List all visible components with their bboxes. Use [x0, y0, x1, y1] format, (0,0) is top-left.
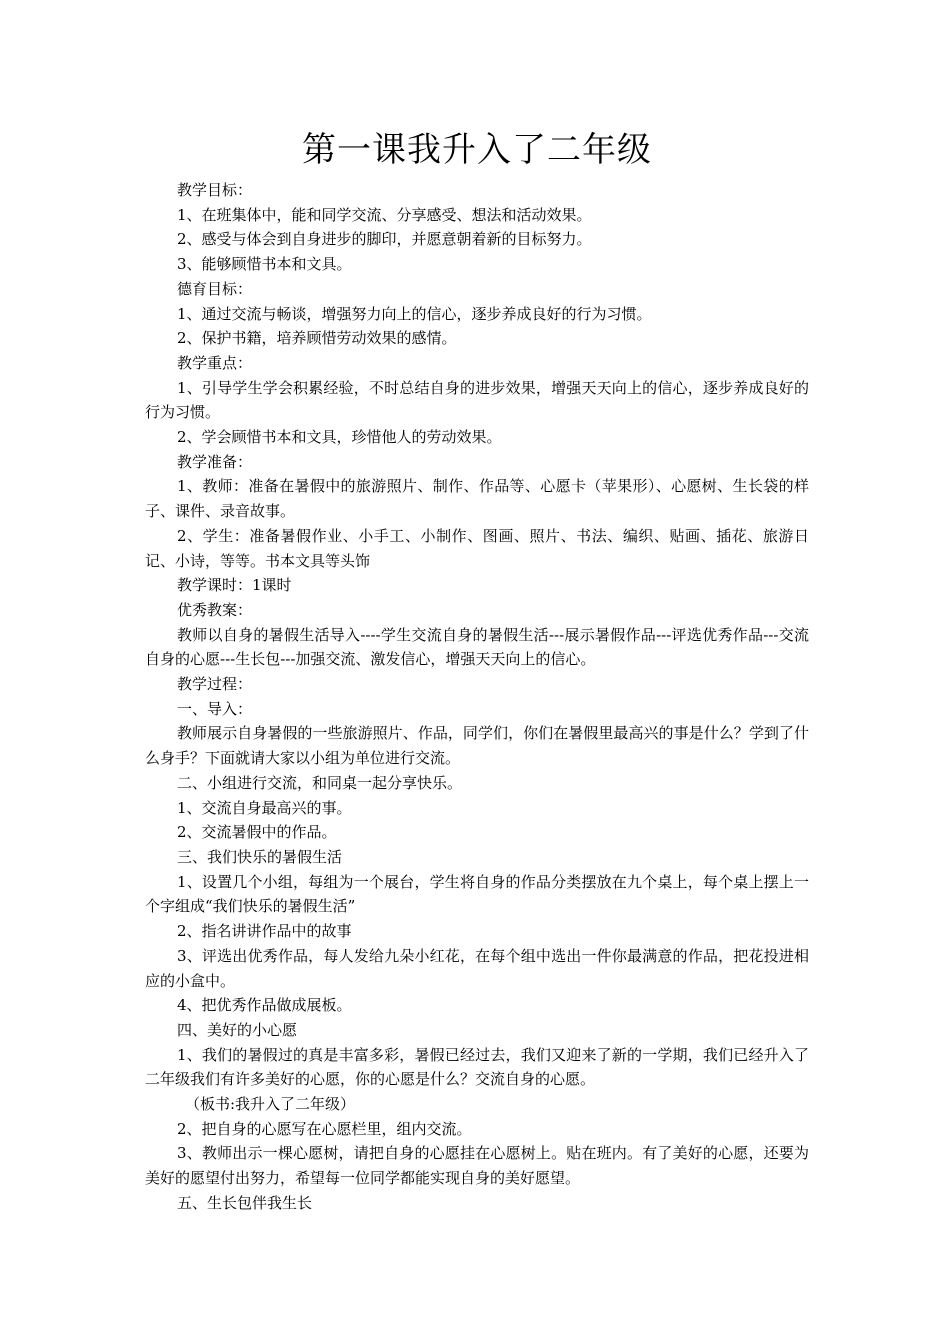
paragraph: 五、生长包伴我生长	[177, 1193, 313, 1212]
paragraph: 1、我们的暑假过的真是丰富多彩，暑假已经过去，我们又迎来了新的一学期，我们已经升入了二年级我们有许多美好的心愿，你的心愿是什么？交流自身的心愿。	[145, 1045, 809, 1089]
paragraph: 教学目标：	[177, 181, 253, 199]
paragraph: （板书:我升入了二年级）	[185, 1095, 356, 1114]
paragraph: 教学准备：	[177, 452, 253, 471]
paragraph: 2、学生：准备暑假作业、小手工、小制作、图画、照片、书法、编织、贴画、插花、旅游日记、小诗，等等。书本文具等头饰	[145, 526, 809, 570]
document-body	[145, 178, 809, 1216]
paragraph: 2、把自身的心愿写在心愿栏里，组内交流。	[177, 1119, 472, 1138]
paragraph: 2、学会顾惜书本和文具，珍惜他人的劳动效果。	[177, 428, 502, 447]
paragraph: 2、保护书籍，培养顾惜劳动效果的感情。	[177, 329, 457, 348]
paragraph: 教学过程：	[177, 675, 253, 694]
paragraph: 1、设置几个小组，每组为一个展台，学生将自身的作品分类摆放在九个桌上，每个桌上摆上一个字组成“我们快乐的暑假生活”	[145, 872, 809, 916]
document-page	[145, 126, 809, 1216]
paragraph: 一、导入：	[177, 699, 253, 718]
paragraph: 1、在班集体中，能和同学交流、分享感受、想法和活动效果。	[177, 205, 592, 224]
paragraph: 三、我们快乐的暑假生活	[177, 847, 343, 866]
paragraph: 教学重点：	[177, 353, 253, 372]
paragraph: 德育目标：	[177, 279, 253, 298]
paragraph: 教学课时：1课时	[177, 576, 292, 595]
paragraph: 2、交流暑假中的作品。	[177, 823, 337, 842]
paragraph: 教师展示自身暑假的一些旅游照片、作品，同学们，你们在暑假里最高兴的事是什么？学到了什么身手？下面就请大家以小组为单位进行交流。	[145, 724, 809, 768]
paragraph: 2、指名讲讲作品中的故事	[177, 922, 352, 941]
paragraph: 2、感受与体会到自身进步的脚印，并愿意朝着新的目标努力。	[177, 230, 592, 249]
paragraph: 1、交流自身最高兴的事。	[177, 798, 352, 817]
paragraph: 3、能够顾惜书本和文具。	[177, 255, 352, 274]
paragraph: 4、把优秀作品做成展板。	[177, 996, 352, 1015]
paragraph: 四、美好的小心愿	[177, 1020, 298, 1039]
paragraph: 1、通过交流与畅谈，增强努力向上的信心，逐步养成良好的行为习惯。	[177, 304, 652, 323]
paragraph: 3、评选出优秀作品，每人发给九朵小红花，在每个组中选出一件你最满意的作品，把花投进相应的小盒中。	[145, 946, 809, 990]
paragraph: 教师以自身的暑假生活导入----学生交流自身的暑假生活---展示暑假作品---评选优秀作品---交流自身的心愿---生长包---加强交流、激发信心，增强天天向上的信心。	[145, 625, 809, 669]
paragraph: 优秀教案：	[177, 600, 253, 619]
paragraph: 1、引导学生学会积累经验，不时总结自身的进步效果，增强天天向上的信心，逐步养成良好的行为习惯。	[145, 378, 809, 422]
paragraph: 二、小组进行交流，和同桌一起分享快乐。	[177, 773, 463, 792]
document-title: 第一课我升入了二年级	[302, 130, 652, 170]
paragraph: 1、教师：准备在暑假中的旅游照片、制作、作品等、心愿卡（苹果形）、心愿树、生长袋的样子、课件、录音故事。	[145, 477, 809, 521]
paragraph: 3、教师出示一棵心愿树，请把自身的心愿挂在心愿树上。贴在班内。有了美好的心愿，还要为美好的愿望付出努力，希望每一位同学都能实现自身的美好愿望。	[145, 1144, 809, 1188]
